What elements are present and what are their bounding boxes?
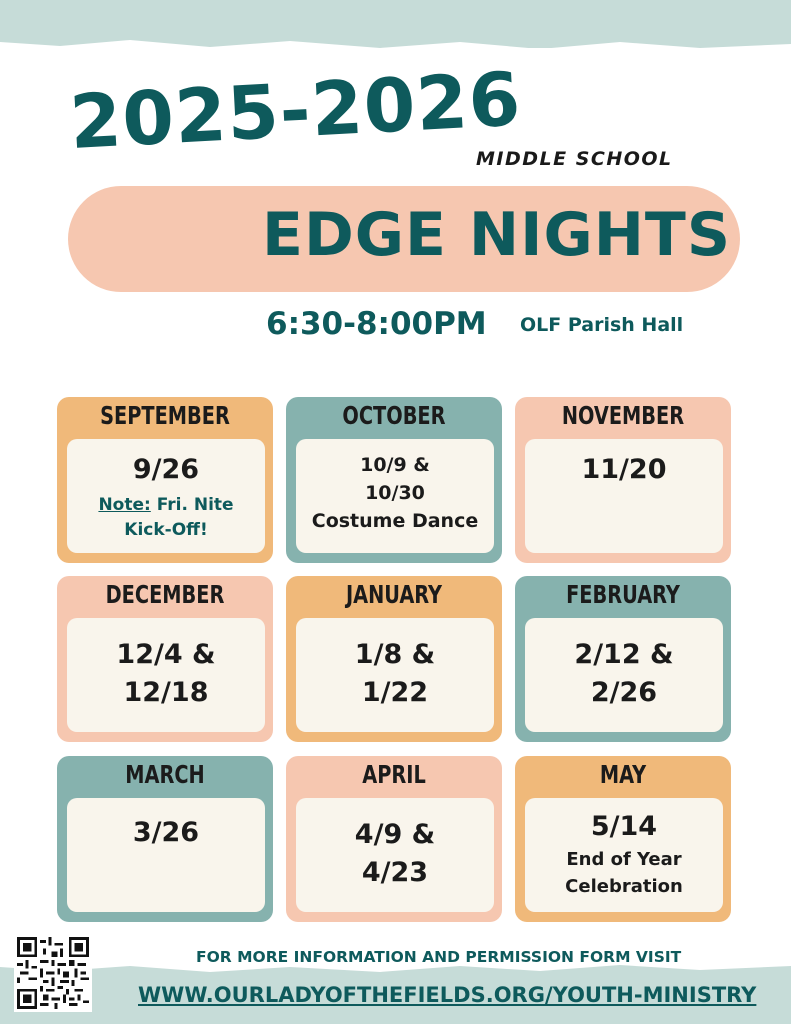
- date-line: 3/26: [132, 817, 200, 848]
- month-card-october: [286, 397, 502, 563]
- date-line-2: 1/22: [361, 677, 429, 708]
- month-dates: [67, 618, 265, 732]
- month-name: FEBRUARY: [566, 580, 680, 609]
- month-dates: [525, 798, 723, 912]
- note-label: Note:: [98, 495, 151, 515]
- ministry-website-link[interactable]: WWW.OURLADYOFTHEFIELDS.ORG/YOUTH-MINISTRY: [138, 983, 757, 1007]
- note-line: [98, 493, 233, 518]
- month-dates: [67, 798, 265, 912]
- date-line-2: 12/18: [123, 677, 209, 708]
- month-name: MARCH: [125, 760, 205, 789]
- note-text: Fri. Nite: [150, 495, 234, 515]
- date-line-2: 10/30: [365, 482, 425, 504]
- month-card-march: [57, 756, 273, 922]
- date-line-2: 2/26: [590, 677, 658, 708]
- month-card-december: [57, 576, 273, 742]
- month-name: JANUARY: [345, 580, 443, 609]
- month-name: NOVEMBER: [561, 401, 685, 430]
- date-line: 11/20: [581, 454, 667, 485]
- event-title: EDGE NIGHTS: [262, 200, 732, 270]
- school-label: MIDDLE SCHOOL: [476, 148, 673, 170]
- date-line: 10/9 &: [360, 454, 430, 476]
- month-card-january: [286, 576, 502, 742]
- event-location: OLF Parish Hall: [520, 314, 684, 336]
- date-line: 4/9 &: [354, 819, 436, 850]
- event-note: End of Year: [566, 849, 682, 870]
- month-dates: [296, 439, 494, 553]
- qr-code-icon[interactable]: [14, 934, 92, 1012]
- event-note-2: Celebration: [565, 876, 683, 897]
- event-note: Costume Dance: [311, 510, 479, 532]
- date-line-2: 4/23: [361, 857, 429, 888]
- month-dates: [525, 618, 723, 732]
- month-name: MAY: [599, 760, 647, 789]
- event-time: 6:30-8:00PM: [266, 306, 487, 342]
- month-dates: [296, 618, 494, 732]
- date-line: 1/8 &: [354, 639, 436, 670]
- month-card-april: [286, 756, 502, 922]
- date-line: 9/26: [132, 454, 200, 485]
- month-card-may: [515, 756, 731, 922]
- date-line: 5/14: [590, 811, 658, 842]
- month-card-september: [57, 397, 273, 563]
- note-line-2: Kick-Off!: [124, 520, 208, 540]
- month-dates: [67, 439, 265, 553]
- date-line: 2/12 &: [574, 639, 674, 670]
- month-name: OCTOBER: [342, 401, 446, 430]
- month-card-november: [515, 397, 731, 563]
- month-card-february: [515, 576, 731, 742]
- month-name: DECEMBER: [105, 580, 225, 609]
- month-name: SEPTEMBER: [100, 401, 230, 430]
- month-dates: [525, 439, 723, 553]
- footer-info-text: FOR MORE INFORMATION AND PERMISSION FORM VISIT: [196, 948, 682, 966]
- date-line: 12/4 &: [116, 639, 216, 670]
- year-title: 2025-2026: [67, 56, 524, 166]
- top-decorative-band: [0, 0, 791, 48]
- month-name: APRIL: [362, 760, 426, 789]
- month-dates: [296, 798, 494, 912]
